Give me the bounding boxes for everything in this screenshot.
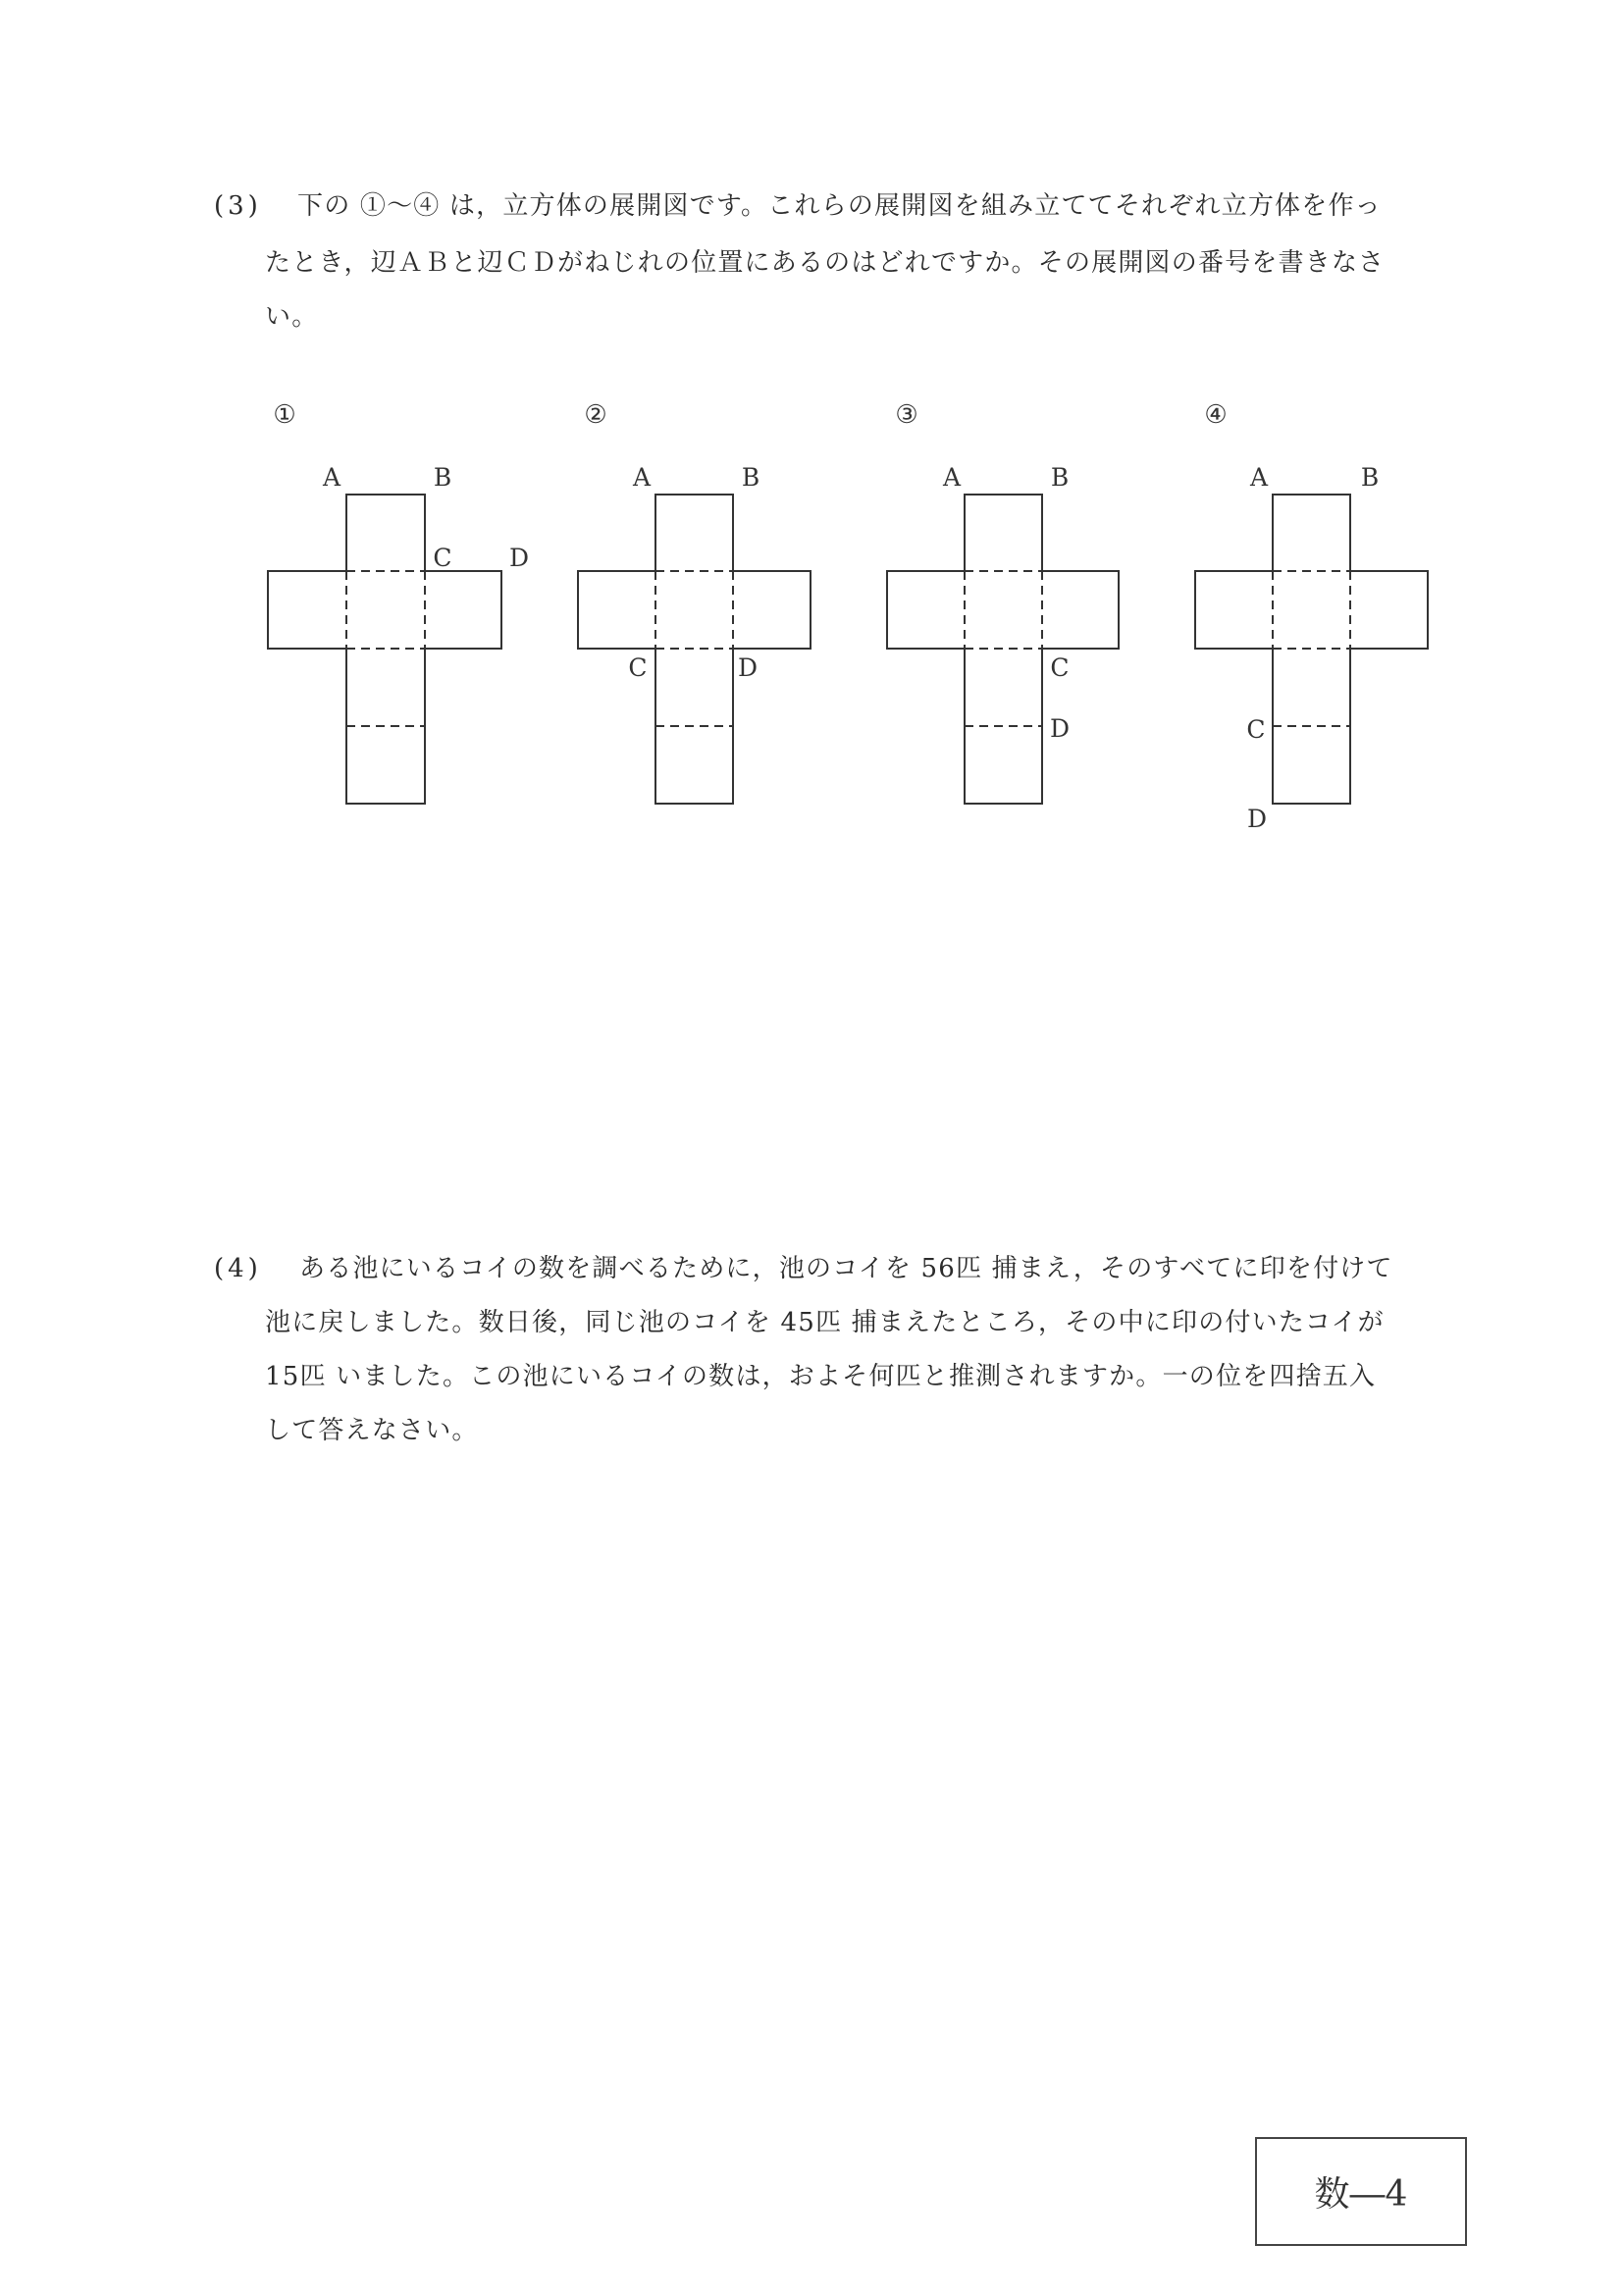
question-4-line-1: ある池にいるコイの数を調べるために，池のコイを 56匹 捕まえ，そのすべてに印を付けて [299,1254,1393,1283]
page-number-box [1255,2137,1467,2246]
question-3-line-1: 下の ①～④ は，立方体の展開図です。これらの展開図を組み立ててそれぞれ立方体を作っ [297,191,1382,221]
net-1-label-d: D [508,544,530,572]
net-4-label-a: A [1249,463,1269,492]
cube-nets-diagram [0,0,1623,883]
net-2-label-c: C [628,653,648,682]
net-1-label-b: B [433,463,452,492]
net-2-label-a: A [632,463,652,492]
net-3-label-a: A [942,463,962,492]
net-4-label-b: B [1360,463,1380,492]
page-number-label: 数―4 [1314,2174,1408,2215]
net-4-label-d: D [1246,805,1268,833]
question-3-line-3: い。 [265,302,319,332]
cube-net-4 [1195,495,1428,804]
net-2-number: ② [584,400,607,430]
net-2-label-b: B [741,463,760,492]
net-1-number: ① [273,400,296,430]
cube-net-2 [578,495,811,804]
question-4-line-2: 池に戻しました。数日後，同じ池のコイを 45匹 捕まえたところ，その中に印の付いたコイが [265,1308,1385,1337]
net-4-label-c: C [1246,715,1266,744]
question-4-line-4: して答えなさい。 [265,1416,479,1445]
net-1-label-c: C [433,544,452,572]
question-3-line-2: たとき，辺ＡＢと辺ＣＤがねじれの位置にあるのはどれですか。その展開図の番号を書きなさ [265,248,1386,278]
cube-net-1 [268,495,501,804]
net-3-label-d: D [1049,714,1071,743]
question-4-number: (4) [214,1254,262,1283]
net-3-label-c: C [1050,653,1070,682]
net-3-number: ③ [895,400,918,430]
net-1-label-a: A [322,463,341,492]
question-3-number: (3) [214,191,262,221]
net-4-number: ④ [1204,400,1228,430]
net-3-label-b: B [1050,463,1070,492]
question-4-line-3: 15匹 いました。この池にいるコイの数は，およそ何匹と推測されますか。一の位を四捨五入 [265,1362,1377,1391]
cube-net-3 [887,495,1119,804]
net-2-label-d: D [737,653,759,682]
